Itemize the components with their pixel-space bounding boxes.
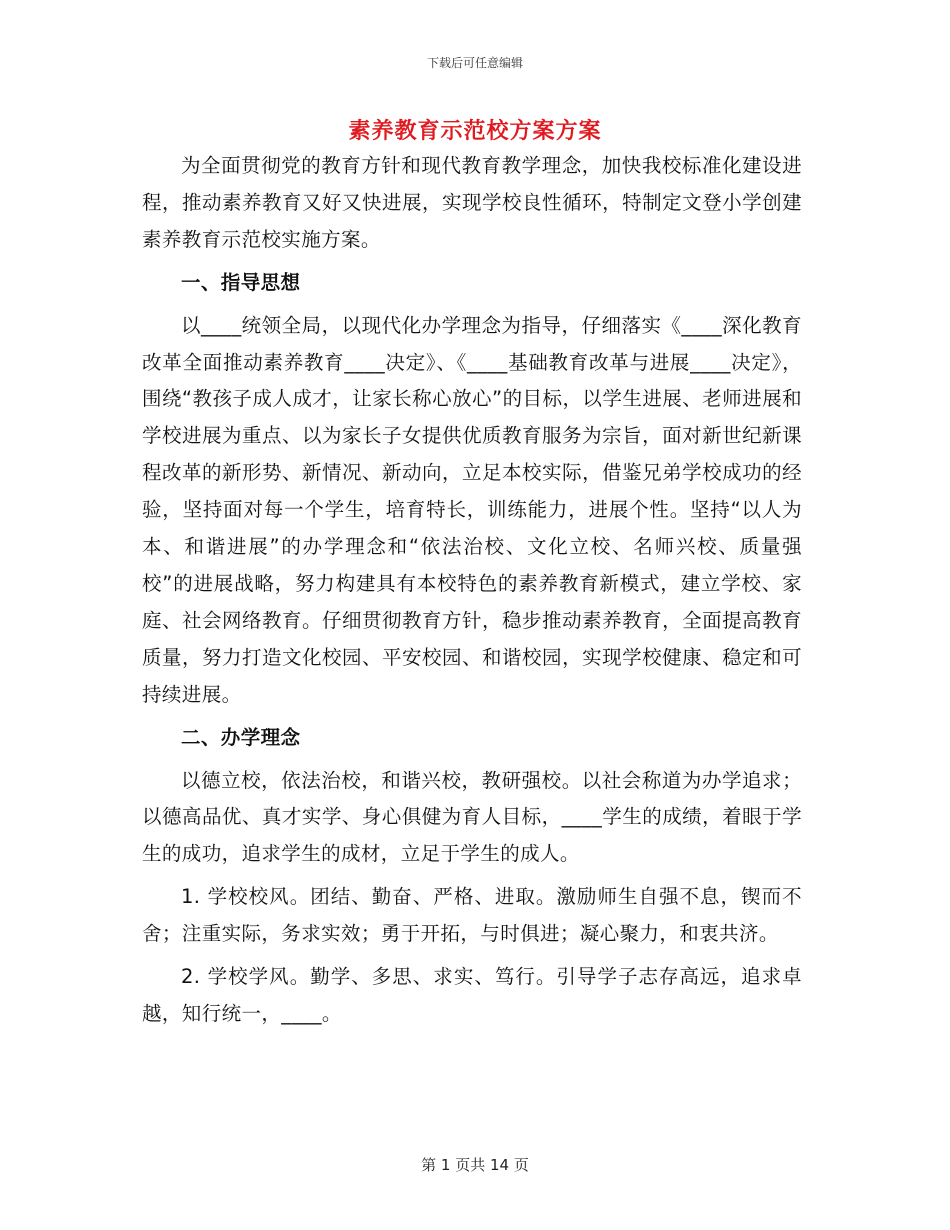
study-style-item: 2. 学校学风。勤学、多思、求实、笃行。引导学子志存高远，追求卓越，知行统一，____。	[142, 965, 802, 1025]
guiding-thought-paragraph: 以____统领全局，以现代化办学理念为指导，仔细落实《____深化教育改革全面推动素养教育____决定》、《____基础教育改革与进展____决定》，围绕“教孩子成人成才，让家长称心放心”的目标，以学生进展、老师进展和学校进展为重点、以为家长子女提供优质教育服务为宗旨，面对新世纪新课程改革的新形势、新情况、新动向，立足本校实际，借鉴兄弟学校成功的经验，坚持面对每一个学生，培育特长，训练能力，进展个性。坚持“以人为本、和谐进展”的办学理念和“依法治校、文化立校、名师兴校、质量强校”的进展战略，努力构建具有本校特色的素养教育新模式，建立学校、家庭、社会网络教育。仔细贯彻教育方针，稳步推动素养教育，全面提高教育质量，努力打造文化校园、平安校园、和谐校园，实现学校健康、稳定和可持续进展。	[142, 313, 802, 706]
intro-paragraph: 为全面贯彻党的教育方针和现代教育教学理念，加快我校标准化建设进程，推动素养教育又好又快进展，实现学校良性循环，特制定文登小学创建素养教育示范校实施方案。	[142, 154, 802, 251]
school-ethos-item: 1. 学校校风。团结、勤奋、严格、进取。激励师生自强不息，锲而不舍；注重实际，务求实效；勇于开拓，与时俱进；凝心聚力，和衷共济。	[142, 885, 802, 946]
page-number: 第 1 页共 14 页	[421, 1156, 529, 1174]
document-title: 素养教育示范校方案方案	[348, 119, 602, 144]
header-note: 下载后可任意编辑	[426, 56, 523, 70]
school-philosophy-paragraph: 以德立校，依法治校，和谐兴校，教研强校。以社会称道为办学追求；以德高品优、真才实学、身心俱健为育人目标，____学生的成绩，着眼于学生的成功，追求学生的成材，立足于学生的成人。	[142, 768, 802, 866]
section-heading-school-philosophy: 二、办学理念	[181, 725, 301, 749]
document-body	[142, 148, 802, 1033]
section-heading-guiding-thought: 一、指导思想	[181, 270, 301, 294]
